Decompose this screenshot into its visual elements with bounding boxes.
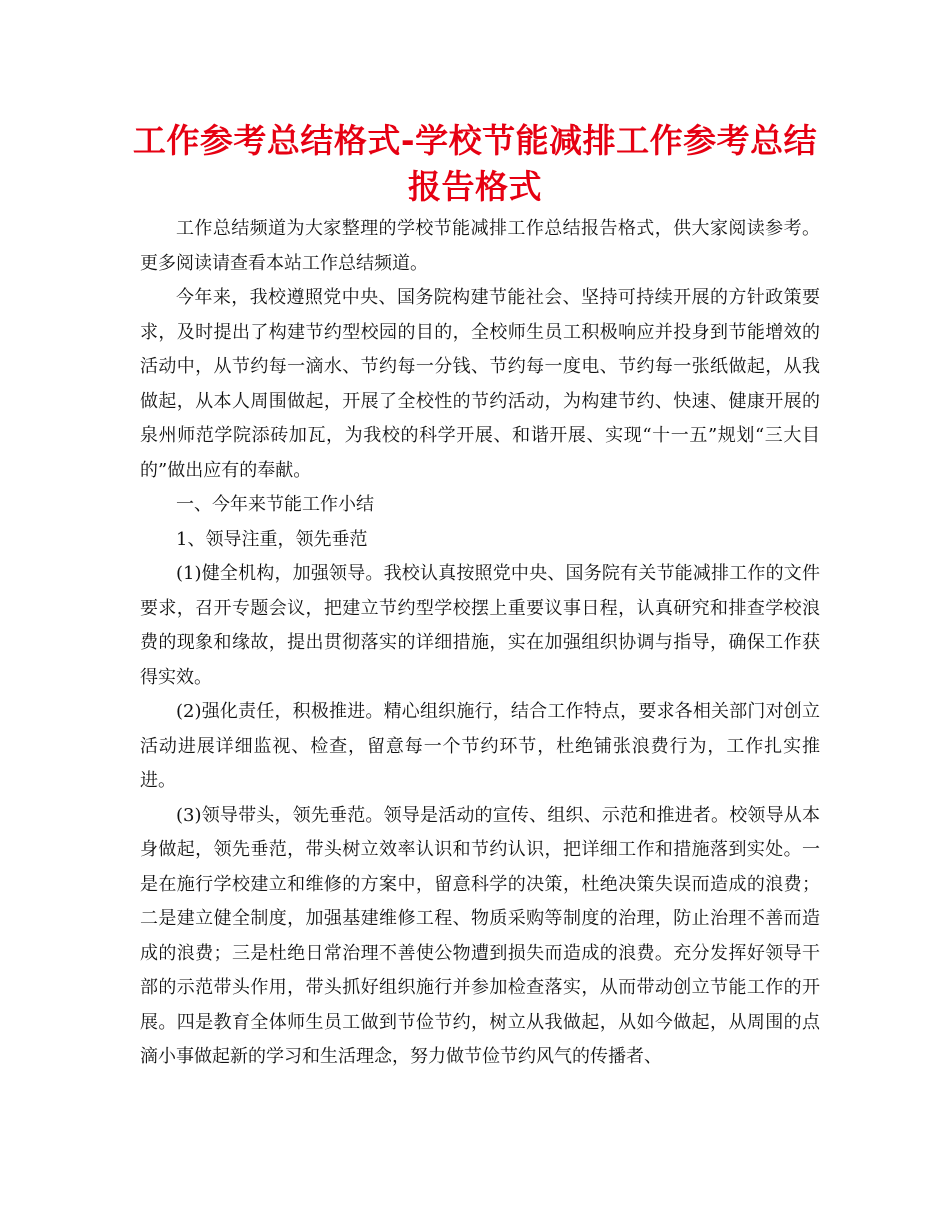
document-body xyxy=(140,212,820,1075)
paragraph-overview: 今年来，我校遵照党中央、国务院构建节能社会、坚持可持续开展的方针政策要求，及时提出了构建节约型校园的目的，全校师生员工积极响应并投身到节能增效的活动中，从节约每一滴水、节约每一分钱、节约每一度电、节约每一张纸做起，从我做起，从本人周围做起，开展了全校性的节约活动，为构建节约、快速、健康开展的泉州师范学院添砖加瓦，为我校的科学开展、和谐开展、实现“十一五”规划“三大目的”做出应有的奉献。 xyxy=(140,287,820,481)
section-heading: 一、今年来节能工作小结 xyxy=(176,494,374,515)
paragraph-item-2: (2)强化责任，积极推进。精心组织施行，结合工作特点，要求各相关部门对创立活动进展详细监视、检查，留意每一个节约环节，杜绝铺张浪费行为，工作扎实推进。 xyxy=(140,701,820,791)
document-title: 工作参考总结格式-学校节能减排工作参考总结报告格式 xyxy=(132,121,818,206)
paragraph-item-1: (1)健全机构，加强领导。我校认真按照党中央、国务院有关节能减排工作的文件要求，召开专题会议，把建立节约型学校摆上重要议事日程，认真研究和排查学校浪费的现象和缘故，提出贯彻落实的详细措施，实在加强组织协调与指导，确保工作获得实效。 xyxy=(140,563,820,688)
subsection-heading: 1、领导注重，领先垂范 xyxy=(176,528,368,550)
paragraph-intro: 工作总结频道为大家整理的学校节能减排工作总结报告格式，供大家阅读参考。更多阅读请查看本站工作总结频道。 xyxy=(140,218,820,274)
paragraph-item-3: (3)领导带头，领先垂范。领导是活动的宣传、组织、示范和推进者。校领导从本身做起，领先垂范，带头树立效率认识和节约认识，把详细工作和措施落到实处。一是在施行学校建立和维修的方案中，留意科学的决策，杜绝决策失误而造成的浪费；二是建立健全制度，加强基建维修工程、物质采购等制度的治理，防止治理不善而造成的浪费；三是杜绝日常治理不善使公物遭到损失而造成的浪费。充分发挥好领导干部的示范带头作用，带头抓好组织施行并参加检查落实，从而带动创立节能工作的开展。四是教育全体师生员工做到节俭节约，树立从我做起，从如今做起，从周围的点滴小事做起新的学习和生活理念，努力做节俭节约风气的传播者、 xyxy=(140,804,820,1067)
